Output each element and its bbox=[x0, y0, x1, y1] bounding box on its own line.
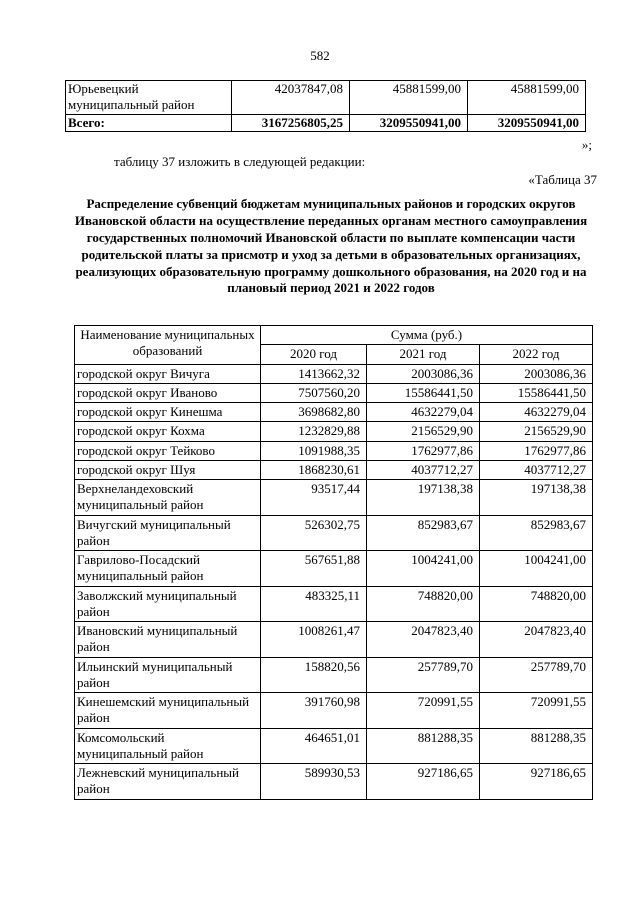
value-2021: 1762977,86 bbox=[367, 441, 480, 460]
value-2020: 464651,01 bbox=[261, 728, 367, 764]
value-2021: 4632279,04 bbox=[367, 403, 480, 422]
table-row bbox=[75, 693, 593, 729]
value-2022: 1762977,86 bbox=[480, 441, 593, 460]
value-2021: 2003086,36 bbox=[367, 364, 480, 383]
value-2022: 15586441,50 bbox=[480, 383, 593, 402]
value-2020: 3167256805,25 bbox=[232, 114, 350, 131]
header-row bbox=[75, 326, 593, 345]
row-name: Кинешемский муниципальный район bbox=[75, 693, 261, 729]
value-2022: 1004241,00 bbox=[480, 551, 593, 587]
value-2020: 42037847,08 bbox=[232, 81, 350, 115]
table-label: «Таблица 37 bbox=[528, 172, 597, 187]
value-2021: 197138,38 bbox=[367, 480, 480, 516]
row-name: городской округ Вичуга bbox=[75, 364, 261, 383]
value-2020: 3698682,80 bbox=[261, 403, 367, 422]
table-row bbox=[75, 422, 593, 441]
value-2020: 1008261,47 bbox=[261, 622, 367, 658]
value-2020: 1868230,61 bbox=[261, 460, 367, 479]
row-name: городской округ Шуя bbox=[75, 460, 261, 479]
subventions-table bbox=[74, 325, 593, 800]
table-heading: Распределение субвенций бюджетам муниципальных районов и городских округов Ивановской области на осуществление переданных органам местного самоуправления государственных полномочий Ивановской области по выплате компенсации части родительской платы за присмотр и уход за детьми в образовательных организациях, реализующих образовательную программу дошкольного образования, на 2020 год и на плановый период 2021 и 2022 годов bbox=[74, 196, 588, 296]
row-name: Гаврилово-Посадский муниципальный район bbox=[75, 551, 261, 587]
value-2020: 567651,88 bbox=[261, 551, 367, 587]
table-row bbox=[75, 551, 593, 587]
value-2022: 720991,55 bbox=[480, 693, 593, 729]
value-2022: 3209550941,00 bbox=[468, 114, 586, 131]
value-2020: 391760,98 bbox=[261, 693, 367, 729]
value-2021: 4037712,27 bbox=[367, 460, 480, 479]
value-2021: 2047823,40 bbox=[367, 622, 480, 658]
value-2022: 45881599,00 bbox=[468, 81, 586, 115]
table-row bbox=[75, 441, 593, 460]
value-2020: 1232829,88 bbox=[261, 422, 367, 441]
total-row bbox=[66, 114, 586, 131]
table-row bbox=[75, 480, 593, 516]
value-2021: 2156529,90 bbox=[367, 422, 480, 441]
value-2020: 93517,44 bbox=[261, 480, 367, 516]
value-2022: 748820,00 bbox=[480, 586, 593, 622]
header-2020: 2020 год bbox=[261, 345, 367, 364]
row-name: Лежневский муниципальный район bbox=[75, 764, 261, 800]
table-row bbox=[75, 622, 593, 658]
page-number: 582 bbox=[310, 48, 330, 63]
value-2022: 4037712,27 bbox=[480, 460, 593, 479]
row-name: Ивановский муниципальный район bbox=[75, 622, 261, 658]
row-name: городской округ Тейково bbox=[75, 441, 261, 460]
row-name: Верхнеландеховский муниципальный район bbox=[75, 480, 261, 516]
table-row bbox=[75, 403, 593, 422]
value-2020: 589930,53 bbox=[261, 764, 367, 800]
value-2022: 927186,65 bbox=[480, 764, 593, 800]
header-name: Наименование муниципальных образований bbox=[75, 326, 261, 365]
table-row bbox=[75, 515, 593, 551]
closing-quote: »; bbox=[581, 137, 592, 152]
value-2020: 526302,75 bbox=[261, 515, 367, 551]
table-row bbox=[66, 81, 586, 115]
row-name: Комсомольский муниципальный район bbox=[75, 728, 261, 764]
row-name: городской округ Кинешма bbox=[75, 403, 261, 422]
row-name: городской округ Кохма bbox=[75, 422, 261, 441]
value-2021: 1004241,00 bbox=[367, 551, 480, 587]
row-name: Всего: bbox=[66, 114, 232, 131]
value-2021: 720991,55 bbox=[367, 693, 480, 729]
value-2021: 927186,65 bbox=[367, 764, 480, 800]
value-2022: 4632279,04 bbox=[480, 403, 593, 422]
value-2021: 257789,70 bbox=[367, 657, 480, 693]
value-2022: 197138,38 bbox=[480, 480, 593, 516]
table-row bbox=[75, 764, 593, 800]
value-2021: 748820,00 bbox=[367, 586, 480, 622]
value-2021: 881288,35 bbox=[367, 728, 480, 764]
table-row bbox=[75, 657, 593, 693]
table-row bbox=[75, 728, 593, 764]
row-name: городской округ Иваново bbox=[75, 383, 261, 402]
row-name: Ильинский муниципальный район bbox=[75, 657, 261, 693]
value-2022: 2003086,36 bbox=[480, 364, 593, 383]
value-2020: 1413662,32 bbox=[261, 364, 367, 383]
value-2020: 7507560,20 bbox=[261, 383, 367, 402]
value-2020: 483325,11 bbox=[261, 586, 367, 622]
value-2021: 3209550941,00 bbox=[350, 114, 468, 131]
value-2022: 257789,70 bbox=[480, 657, 593, 693]
value-2022: 881288,35 bbox=[480, 728, 593, 764]
value-2022: 2047823,40 bbox=[480, 622, 593, 658]
row-name: Заволжский муниципальный район bbox=[75, 586, 261, 622]
continued-table bbox=[65, 80, 586, 132]
table-row bbox=[75, 364, 593, 383]
value-2021: 15586441,50 bbox=[367, 383, 480, 402]
value-2022: 852983,67 bbox=[480, 515, 593, 551]
value-2020: 1091988,35 bbox=[261, 441, 367, 460]
value-2021: 852983,67 bbox=[367, 515, 480, 551]
row-name: Вичугский муниципальный район bbox=[75, 515, 261, 551]
table-row bbox=[75, 383, 593, 402]
value-2022: 2156529,90 bbox=[480, 422, 593, 441]
header-sum: Сумма (руб.) bbox=[261, 326, 593, 345]
value-2021: 45881599,00 bbox=[350, 81, 468, 115]
header-2022: 2022 год bbox=[480, 345, 593, 364]
table-row bbox=[75, 460, 593, 479]
instruction-text: таблицу 37 изложить в следующей редакции: bbox=[114, 154, 366, 169]
row-name: Юрьевецкий муниципальный район bbox=[66, 81, 232, 115]
table-row bbox=[75, 586, 593, 622]
value-2020: 158820,56 bbox=[261, 657, 367, 693]
header-2021: 2021 год bbox=[367, 345, 480, 364]
